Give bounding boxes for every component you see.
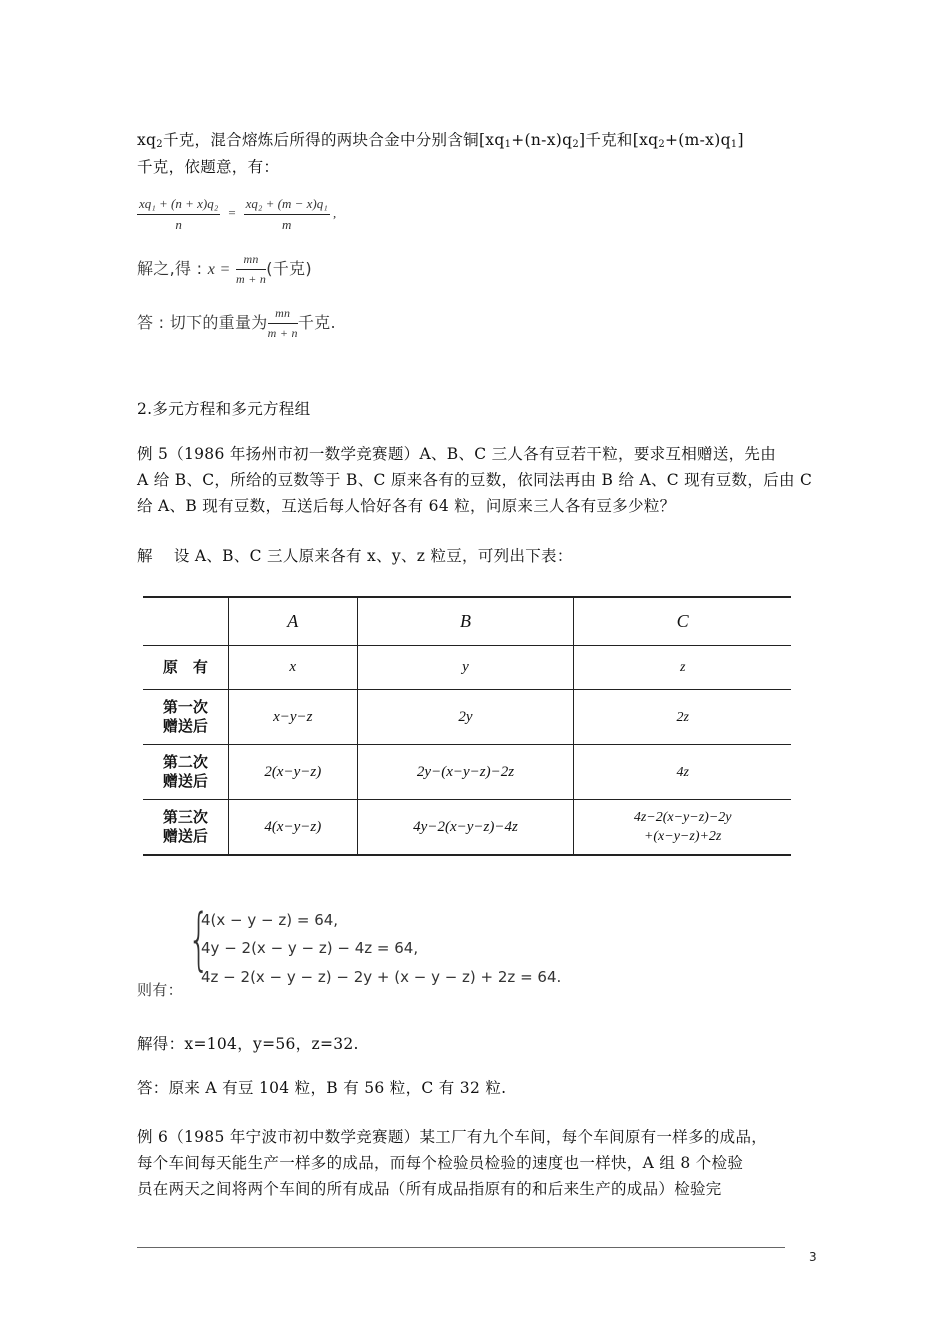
answer1-prefix: 答 : 切下的重量为 [137, 313, 268, 332]
example5-line-3: 给 A、B 现有豆数，互送后每人恰好各有 64 粒，问原来三人各有豆多少粒？ [137, 497, 676, 515]
cell-a: x [228, 646, 357, 690]
lhs-fraction [137, 196, 220, 233]
cell-c: z [574, 646, 791, 690]
cell-b: 2y [357, 690, 574, 745]
intro-text-a: xq [137, 131, 157, 149]
solve-variable: x = [207, 261, 231, 278]
solve-prefix: 解之,得 : [137, 259, 208, 278]
solve-unit: (千克) [266, 259, 312, 278]
intro-text-c: +(n-x)q [511, 131, 573, 149]
example6-line-1: 例 6（1985 年宁波市初中数学竞赛题）某工厂有九个车间，每个车间原有一样多的成品， [137, 1128, 768, 1146]
column-header-c: C [574, 597, 791, 646]
lhs-numerator: xq₁ + (n + x)q₂ [137, 196, 220, 215]
cell-b: y [357, 646, 574, 690]
example6-line-2: 每个车间每天能生产一样多的成品，而每个检验员检验的速度也一样快，A 组 8 个检验 [137, 1154, 744, 1172]
row-label-line-2: 赠送后 [162, 772, 208, 790]
solve-line [137, 252, 312, 287]
rhs-fraction [244, 196, 330, 233]
example6-line-3: 员在两天之间将两个车间的所有成品（所有成品指原有的和后来生产的成品）检验完 [137, 1180, 722, 1198]
row-label-line-2: 赠送后 [162, 717, 208, 735]
system-equation-3: 4z − 2(x − y − z) − 2y + (x − y − z) + 2z = 64. [201, 968, 562, 986]
row-label-line-1: 第三次 [162, 808, 208, 826]
cell-c-line-2: +(x−y−z)+2z [643, 829, 722, 844]
row-label-line-1: 第一次 [162, 698, 208, 716]
row-label-line-1: 第二次 [162, 753, 208, 771]
cell-a: 2(x−y−z) [228, 745, 357, 800]
solution5-intro: 解 设 A、B、C 三人原来各有 x、y、z 粒豆，可列出下表： [137, 547, 573, 565]
page-number: 3 [809, 1250, 817, 1264]
row-label-line-2: 赠送后 [162, 827, 208, 845]
example5-line-1: 例 5（1986 年扬州市初一数学竞赛题）A、B、C 三人各有豆若干粒，要求互相赠送，先由 [137, 445, 777, 463]
equation [137, 196, 336, 233]
system-equation-2: 4y − 2(x − y − z) − 4z = 64, [201, 939, 419, 957]
table-header-row [143, 597, 791, 646]
solve-denominator: m + n [235, 272, 267, 286]
cell-a: x−y−z [228, 690, 357, 745]
row-label [143, 800, 228, 856]
intro-text-e: +(m-x)q [665, 131, 731, 149]
answer1-numerator: mn [268, 306, 298, 324]
equation-comma: , [333, 205, 337, 221]
subscript: 2 [156, 139, 163, 150]
table-row [143, 646, 791, 690]
cell-b: 4y−2(x−y−z)−4z [357, 800, 574, 856]
solve-numerator: mn [236, 252, 266, 270]
footer-divider [137, 1247, 785, 1248]
subscript: 1 [504, 139, 512, 150]
column-header-a: A [228, 597, 357, 646]
rhs-denominator: m [281, 217, 292, 232]
cell-a: 4(x−y−z) [228, 800, 357, 856]
cell-b: 2y−(x−y−z)−2z [357, 745, 574, 800]
answer1-suffix: 千克. [297, 313, 336, 332]
cell-c-line-1: 4z−2(x−y−z)−2y [633, 810, 732, 825]
cell-c [574, 800, 791, 856]
table-corner [143, 597, 228, 646]
table-row [143, 690, 791, 745]
equals-sign: = [227, 205, 237, 221]
answer-1 [137, 306, 336, 341]
table-row [143, 800, 791, 856]
row-label [143, 745, 228, 800]
answer1-denominator: m + n [267, 326, 298, 340]
system-brace: { [188, 900, 210, 979]
intro-text-f: ] [737, 131, 744, 149]
rhs-numerator: xq₂ + (m − x)q₁ [244, 196, 330, 215]
column-header-b: B [357, 597, 574, 646]
gift-table [143, 596, 791, 858]
intro-text-b: 千克，混合熔炼后所得的两块合金中分别含铜[xq [162, 131, 505, 149]
row-label [143, 690, 228, 745]
answer-2: 答：原来 A 有豆 104 粒，B 有 56 粒，C 有 32 粒. [137, 1079, 507, 1097]
subscript: 2 [658, 139, 666, 150]
intro-text-d: ]千克和[xq [578, 131, 659, 149]
cell-c: 4z [574, 745, 791, 800]
answer1-fraction [268, 306, 298, 341]
section-heading: 2.多元方程和多元方程组 [137, 400, 311, 418]
subscript: 1 [730, 139, 738, 150]
subscript: 2 [572, 139, 579, 150]
cell-c: 2z [574, 690, 791, 745]
system-label: 则有： [137, 981, 183, 999]
intro-line-2: 千克，依题意，有： [137, 158, 280, 176]
intro-line-1 [137, 128, 744, 150]
solve-fraction [236, 252, 266, 287]
lhs-denominator: n [175, 217, 182, 232]
row-label: 原 有 [143, 646, 228, 690]
result-line: 解得：x=104，y=56，z=32. [137, 1035, 359, 1053]
example5-line-2: A 给 B、C，所给的豆数等于 B、C 原来各有的豆数，依同法再由 B 给 A、C 现有豆数，后由 C [137, 471, 813, 489]
system-equation-1: 4(x − y − z) = 64, [201, 911, 339, 929]
table-row [143, 745, 791, 800]
